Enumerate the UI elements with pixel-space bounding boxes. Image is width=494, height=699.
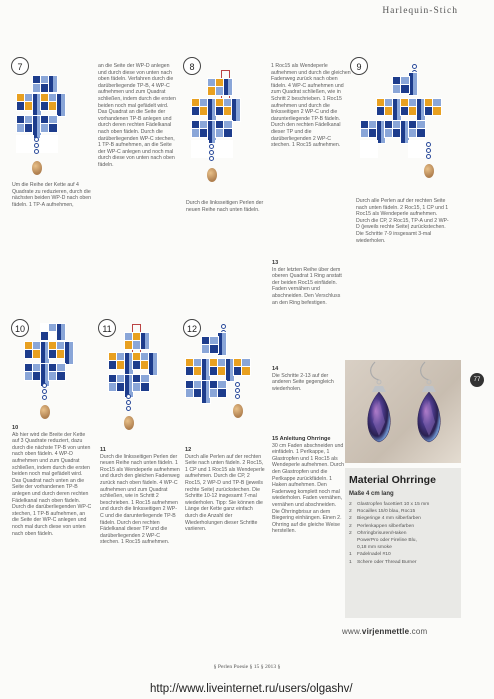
materials-item-qty: 2 (349, 523, 352, 529)
step-text-13-body: In der letzten Reihe über dem oberen Quadrat 1 Ring anstatt der beiden Roc15 einfädeln. Faden vernähen und abschneiden. Den Verschluss an den Ring befestigen. (272, 266, 342, 306)
bead (209, 150, 214, 155)
bead (426, 154, 431, 159)
step-text-11-body: Durch die linksseitigen Perlen der neuen Reihe nach unten fädeln. 1 Roc15 als Wendeperle aufnehmen und durch den gleichen Fadenweg zurück nach oben fädeln. 4 WP-C aufnehmen und zum Quadrat schließen, wie in Schritt 2 beschrieben. 1 Roc15 aufnehmen und durch die linksseitigen 2 WP-C und die darunterliegende TP-B fädeln. Durch den rechten Fädelkanal dieser TP und die darüberliegenden 2 WP-C stechen. 1 Roc15 aufnehmen. (100, 453, 180, 546)
thread-path (132, 324, 141, 325)
bead (400, 84, 410, 94)
materials-item (349, 531, 459, 536)
beadwork-diagram-10 (12, 323, 92, 423)
bead (416, 148, 426, 158)
bead (56, 323, 66, 341)
website-link[interactable] (342, 627, 427, 636)
bead (126, 400, 131, 405)
materials-item-text: Schere oder Thread Burner (357, 559, 417, 565)
thread-path (221, 70, 230, 71)
bead (140, 332, 150, 350)
materials-box (345, 468, 461, 618)
materials-item (349, 552, 459, 557)
step-number-12: 12 (183, 319, 201, 337)
bead (235, 388, 240, 393)
materials-item (349, 509, 459, 514)
bead (368, 148, 378, 158)
bead (24, 143, 34, 153)
faded-background-word (95, 275, 100, 296)
step-text-10-body: Ab hier wird die Breite der Kette auf 3 Quadrate reduziert, dazu durch die nächste TP-B von unten nach oben fädeln. 4 WP-D aufnehmen und zum Quadrat schließen, indem durch die ersten beiden noch mal gefädelt wird. Das Quadrat nach unten an die Seite der vorhandenen TP-B anlegen und durch deren rechten Fädelkanal nach oben fädeln. Durch die darüberliegenden WP-C stechen, 1 TP-B aufnehmen, an die Seite der WP-C anlegen und noch mal durch diese von unten nach oben fädeln. (12, 431, 92, 537)
bead (126, 394, 131, 399)
bead (223, 148, 233, 158)
materials-item (349, 516, 459, 521)
materials-item-qty: 1 (349, 559, 352, 565)
bead (416, 128, 426, 138)
drop-bead (124, 416, 134, 430)
materials-item-text: Rocailles 15/0 blau, Roc15 (357, 509, 416, 515)
step-number-9: 9 (350, 57, 368, 75)
website-suffix: .com (409, 627, 428, 636)
step-text-11 (100, 447, 180, 546)
beadwork-diagram-7 (12, 75, 82, 180)
bead (221, 324, 226, 329)
bead (48, 143, 58, 153)
step-text-12-body: Durch alle Perlen auf der rechten Seite nach unten fädeln. 2 Roc15, 1 CP und 1 Roc15 als Wendeperle aufnehmen. Durch die CP, 2 Roc15, 2 WP-D und TP-B (jeweils rechte Seite) zurückstechen. Die Schritte 10-12 insgesamt 7-mal wiederholen. Tipp: Sie können die Länge der Kette ganz einfach durch die Anzahl der Wiederholungen dieser Schritte variieren. (185, 453, 265, 533)
page-number-badge: 77 (470, 373, 484, 387)
bead (426, 142, 431, 147)
beadwork-diagram-9 (352, 62, 467, 190)
beadwork-diagram-12 (185, 322, 265, 437)
materials-item-text: Fädelnadel #10 (357, 552, 391, 558)
step-label-10: 10 (12, 425, 19, 431)
materials-subtitle: Maße 4 cm lang (349, 491, 394, 497)
bead (42, 395, 47, 400)
bead (241, 366, 251, 376)
bead (209, 344, 219, 354)
materials-item (349, 502, 459, 507)
drop-bead (207, 168, 217, 182)
materials-item-text: PowerPro oder Fireline Blu, (357, 538, 417, 543)
materials-item (349, 560, 459, 565)
materials-item-text: Glastropfen facettiert 10 x 15 mm (357, 502, 430, 507)
beadwork-diagram-11 (100, 322, 180, 437)
bead (34, 137, 39, 142)
bead (48, 75, 58, 93)
drop-bead (424, 164, 434, 178)
bead (223, 78, 233, 96)
earring-instructions-title: 15 Anleitung Ohrringe (272, 436, 331, 442)
materials-item (349, 545, 459, 550)
materials-title: Material Ohrringe (349, 474, 436, 486)
step-text-15-body: 30 cm Faden abschneiden und einfädeln. 1 Perlkappe, 1 Glastropfen und 1 Roc15 als Wendeperle aufnehmen. Durch den Glastropfen und die Perlkappe zurückfädeln. 1 Haken aufnehmen. Den Fadenweg komplett noch mal wiederholen. Faden vernähen, vernähen und abschneiden. Die Öhrringbrisur an dem Biegering einhängen. Einen 2. Ohrring auf die gleiche Weise herstellen. (272, 442, 344, 535)
step-number-11: 11 (98, 319, 116, 337)
step-label-11: 11 (100, 447, 106, 453)
step-number-8: 8 (183, 57, 201, 75)
drop-bead (32, 161, 42, 175)
bead (209, 156, 214, 161)
website-brand: virjenmettle (361, 627, 410, 636)
bead (426, 148, 431, 153)
step-text-14 (272, 366, 342, 392)
page-header: Harlequin-Stich (382, 6, 458, 16)
materials-item-qty: 2 (349, 502, 352, 507)
step-text-14-body: Die Schritte 2-13 auf der anderen Seite gegengleich wiederholen. (272, 372, 334, 392)
step-text-13 (272, 260, 346, 306)
source-url[interactable]: http://www.liveinternet.ru/users/olgashv/ (150, 683, 353, 695)
bead (126, 406, 131, 411)
materials-item-text: Perlenkappen silberfarben (357, 523, 415, 529)
bead (235, 394, 240, 399)
bead (209, 144, 214, 149)
bead (432, 106, 442, 116)
materials-item-qty: 1 (349, 552, 352, 558)
page-footer: § Perlen Poesie § 15 § 2013 § (213, 664, 281, 670)
materials-item-qty: 2 (349, 509, 352, 515)
bead (56, 371, 66, 381)
drop-bead (233, 404, 243, 418)
step-text-7: Um die Reihe der Kette auf 4 Quadrate zu reduzieren, durch die nächsten beiden WP-D nach oben fädeln. 1 TP-A aufnehmen, (12, 182, 92, 208)
step-number-10: 10 (11, 319, 29, 337)
materials-item-text: Ohrringbrisuren/Haken (357, 530, 407, 536)
step-text-15 (272, 436, 344, 535)
materials-item-qty: 2 (349, 516, 352, 522)
step-number-13: 13 (272, 260, 279, 266)
bead (235, 382, 240, 387)
step-text-7-cont: an die Seite der WP-D anlegen und durch diese von unten nach oben fädeln. Verfahren durch die darüberliegende TP-B, 4 WP-C aufnehmen und zum Quadrat schließen, indem durch die ersten beiden noch mal gefädelt wird. Das Quadrat an die Seite der vorhandenen TP-B anlegen und durch deren rechten Fädelkanal nach oben fädeln. Durch die darüberliegenden WP-C stechen, 1 TP-B aufnehmen, an die Seite der WP-C anlegen und noch mal durch diese von unten nach oben fädeln. (98, 63, 176, 168)
bead (64, 341, 74, 365)
earrings-photo (345, 360, 461, 463)
step-text-12 (185, 447, 265, 533)
bead (48, 123, 58, 133)
drop-bead (40, 405, 50, 419)
bead (199, 148, 209, 158)
bead (223, 128, 233, 138)
step-text-8-cont: 1 Roc15 als Wendeperle aufnehmen und durch die gleichen Fadenweg zurück nach oben fädeln. 4 WP-C aufnehmen und zum Quadrat schließen, wie in Schritt 2 beschrieben. 1 Roc15 aufnehmen und durch die linksseitigen 2 WP-C und die darunterliegende TP-B fädeln. Durch den rechten Fädelkanal dieser TP und die darüberliegenden 2 WP-C stechen. 1 Roc15 aufnehmen. (271, 63, 351, 149)
step-text-8: Durch die linksseitigen Perlen der neuen Reihe nach unten fädeln. (186, 200, 264, 213)
step-text-10 (12, 425, 92, 537)
bead (42, 383, 47, 388)
materials-item (349, 524, 459, 529)
bead (34, 149, 39, 154)
materials-item-qty: 2 (349, 530, 352, 536)
step-number-7: 7 (11, 57, 29, 75)
step-label-12: 12 (185, 447, 192, 453)
step-label-14: 14 (272, 366, 279, 372)
beadwork-diagram-8 (185, 68, 265, 198)
materials-item (349, 538, 459, 543)
website-prefix: www. (342, 627, 362, 636)
bead (34, 143, 39, 148)
earrings-illustration (345, 360, 461, 463)
bead (56, 93, 66, 117)
bead (42, 389, 47, 394)
bead (217, 388, 227, 398)
step-text-9: Durch alle Perlen auf der rechten Seite nach unten fädeln. 2 Roc15, 1 CP und 1 Roc15 als Wendeperle aufnehmen. Durch die CP, 2 Roc15, TP-A und 2 WP-D (jeweils rechte Seite) zurückstechen. Die Schritte 7-9 insgesamt 3-mal wiederholen. (356, 198, 449, 244)
materials-item-text: Biegeringe 4 mm silberfarben (357, 516, 421, 522)
bead (140, 382, 150, 392)
bead (231, 98, 241, 122)
materials-item-text: 0,18 mm smoke (357, 545, 392, 551)
bead (412, 64, 417, 69)
bead (148, 352, 158, 376)
